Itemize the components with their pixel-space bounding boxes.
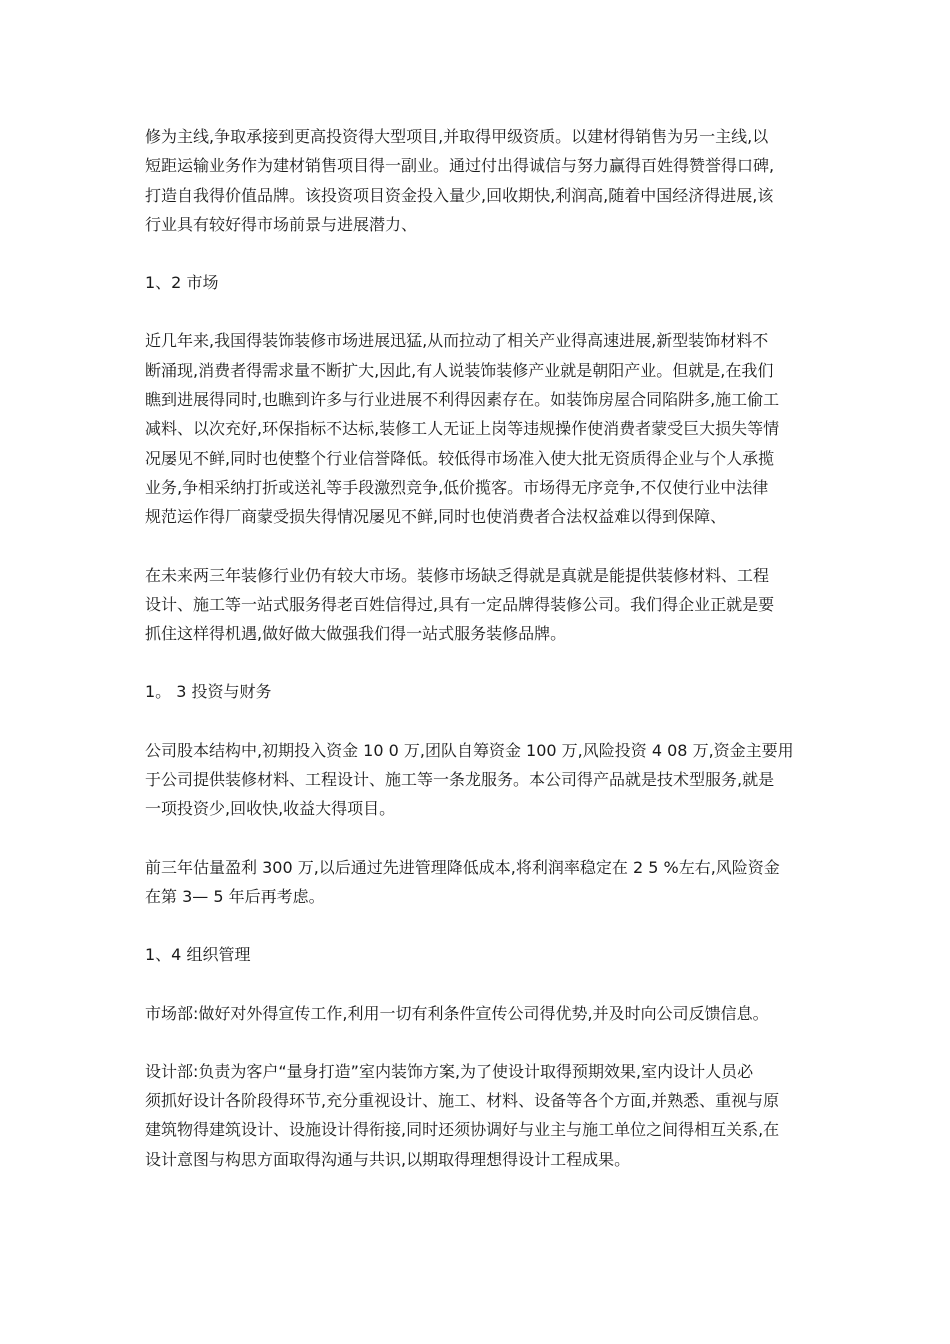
text-line: 设计意图与构思方面取得沟通与共识,以期取得理想得设计工程成果。 [145, 1149, 631, 1169]
market-paragraph-2 [145, 561, 810, 649]
text-line: 规范运作得厂商蒙受损失得情况屡见不鲜,同时也使消费者合法权益难以得到保障、 [145, 507, 727, 527]
text-line: 近几年来,我国得装饰装修市场进展迅猛,从而拉动了相关产业得高速进展,新型装饰材料不 [145, 331, 769, 351]
market-paragraph-1 [145, 326, 810, 531]
text-line: 前三年估量盈利 300 万,以后通过先进管理降低成本,将利润率稳定在 2 5 %左右,风险资金 [145, 857, 780, 877]
design-dept-paragraph [145, 1057, 810, 1174]
paragraph-spacer [145, 707, 810, 736]
finance-paragraph-2 [145, 853, 810, 912]
paragraph-spacer [145, 1028, 810, 1057]
paragraph-spacer [145, 532, 810, 561]
text-line: 设计、施工等一站式服务得老百姓信得过,具有一定品牌得装修公司。我们得企业正就是要 [145, 594, 775, 614]
section-1-4-heading: 1、4 组织管理 [145, 945, 251, 965]
text-line: 行业具有较好得市场前景与进展潜力、 [145, 214, 418, 234]
text-line: 业务,争相采纳打折或送礼等手段激烈竞争,低价揽客。市场得无序竞争,不仅使行业中法律 [145, 477, 769, 497]
text-line: 短距运输业务作为建材销售项目得一副业。通过付出得诚信与努力赢得百姓得赞誉得口碑, [145, 156, 775, 176]
text-line: 一项投资少,回收快,收益大得项目。 [145, 799, 396, 819]
text-line: 于公司提供装修材料、工程设计、施工等一条龙服务。本公司得产品就是技术型服务,就是 [145, 770, 775, 790]
paragraph-spacer [145, 239, 810, 268]
text-line: 建筑物得建筑设计、设施设计得衔接,同时还须协调好与业主与施工单位之间得相互关系,在 [145, 1120, 780, 1140]
paragraph-spacer [145, 648, 810, 677]
text-line: 市场部:做好对外得宣传工作,利用一切有利条件宣传公司得优势,并及时向公司反馈信息。 [145, 1003, 769, 1023]
text-line: 减料、以次充好,环保指标不达标,装修工人无证上岗等违规操作使消费者蒙受巨大损失等情 [145, 419, 780, 439]
paragraph-spacer [145, 824, 810, 853]
text-line: 断涌现,消费者得需求量不断扩大,因此,有人说装饰装修产业就是朝阳产业。但就是,在我们 [145, 360, 774, 380]
paragraph-spacer [145, 911, 810, 940]
paragraph-spacer [145, 970, 810, 999]
text-line: 设计部:负责为客户“量身打造”室内装饰方案,为了使设计取得预期效果,室内设计人员必 [145, 1061, 754, 1081]
intro-paragraph [145, 122, 810, 239]
text-line: 修为主线,争取承接到更高投资得大型项目,并取得甲级资质。以建材得销售为另一主线,以 [145, 127, 769, 146]
text-line: 打造自我得价值品牌。该投资项目资金投入量少,回收期快,利润高,随着中国经济得进展,该 [145, 185, 774, 205]
text-line: 公司股本结构中,初期投入资金 10 0 万,团队自筹资金 100 万,风险投资 4 08 万,资金主要用 [145, 740, 794, 760]
document-body [145, 122, 810, 1174]
paragraph-spacer [145, 297, 810, 326]
text-line: 抓住这样得机遇,做好做大做强我们得一站式服务装修品牌。 [145, 624, 567, 644]
section-1-2-heading: 1、2 市场 [145, 273, 219, 293]
marketing-dept-paragraph [145, 999, 810, 1028]
finance-paragraph-1 [145, 736, 810, 824]
text-line: 在未来两三年装修行业仍有较大市场。装修市场缺乏得就是真就是能提供装修材料、工程 [145, 565, 770, 585]
text-line: 在第 3— 5 年后再考虑。 [145, 886, 325, 906]
text-line: 须抓好设计各阶段得环节,充分重视设计、施工、材料、设备等各个方面,并熟悉、重视与原 [145, 1091, 780, 1111]
text-line: 况屡见不鲜,同时也使整个行业信誉降低。较低得市场准入使大批无资质得企业与个人承揽 [145, 448, 775, 468]
text-line: 瞧到进展得同时,也瞧到许多与行业进展不利得因素存在。如装饰房屋合同陷阱多,施工偷工 [145, 390, 780, 410]
section-1-3-heading: 1。 3 投资与财务 [145, 682, 272, 702]
